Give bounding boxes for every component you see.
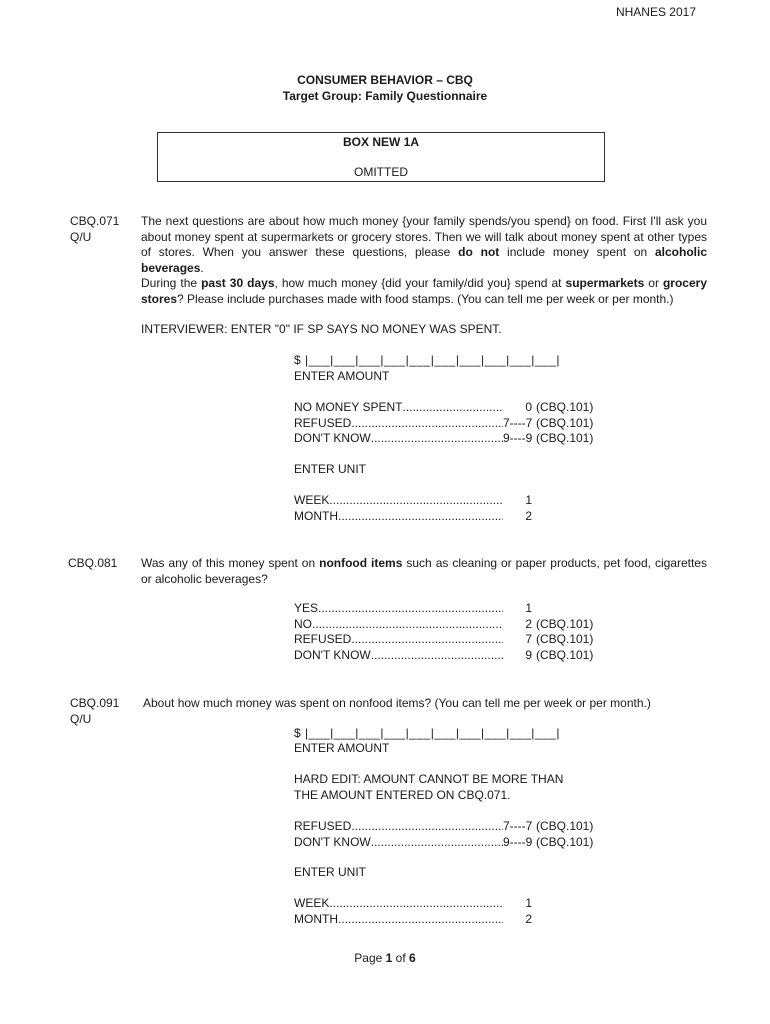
amount-input[interactable]: $ |___|___|___|___|___|___|___|___|___|___| — [294, 726, 561, 740]
question-text-cbq081: Was any of this money spent on nonfood items such as cleaning or paper products, pet food, cigarettes or alcoholic beverages? — [141, 556, 707, 586]
leader-dots — [371, 648, 503, 664]
option-code: 7----7 — [503, 415, 533, 430]
option-label: WEEK — [294, 493, 330, 507]
option-label: NO MONEY SPENT — [294, 400, 403, 414]
hard-edit-note: HARD EDIT: AMOUNT CANNOT BE MORE THAN THE AMOUNT ENTERED ON CBQ.071. — [294, 772, 564, 802]
section-title-line1: CONSUMER BEHAVIOR – CBQ — [297, 73, 473, 87]
leader-dots — [329, 493, 503, 509]
option-code: 7----7 — [503, 819, 533, 833]
skip-instruction: (CBQ.101) — [536, 819, 594, 833]
response-option[interactable] — [294, 400, 604, 416]
skip-instruction: (CBQ.101) — [536, 431, 594, 445]
skip-instruction: (CBQ.101) — [536, 632, 594, 646]
response-option[interactable] — [294, 431, 604, 447]
leader-dots — [402, 400, 503, 416]
question-id: CBQ.071 — [70, 214, 120, 228]
option-code: 0 — [525, 400, 532, 414]
box-status: OMITTED — [354, 165, 408, 179]
question-intro-cbq071: The next questions are about how much money {your family spends/you spend} on food. First I'll ask you about money spent at supermarkets or grocery stores. Then we will talk about money spent at other types of stores. When you answer these questions, please do not include money spent on alcoholic beverages. — [141, 214, 707, 275]
option-code: 1 — [525, 896, 532, 910]
box-label: BOX NEW 1A — [342, 135, 419, 149]
option-code: 9 — [525, 647, 532, 662]
section-title — [0, 72, 770, 104]
option-code: 1 — [525, 601, 532, 615]
skip-instruction: (CBQ.101) — [536, 415, 594, 430]
question-type: Q/U — [70, 711, 92, 726]
option-label: DON'T KNOW — [294, 834, 371, 849]
skip-instruction — [532, 493, 604, 509]
skip-instruction — [532, 509, 604, 525]
option-code: 2 — [525, 911, 532, 926]
option-label: WEEK — [294, 896, 330, 910]
response-option[interactable] — [294, 912, 604, 928]
unit-label: ENTER UNIT — [294, 462, 366, 476]
options-cbq081 — [294, 601, 604, 663]
option-label: REFUSED — [294, 632, 352, 646]
option-code: 2 — [525, 508, 532, 523]
page-number: Page 1 of 6 — [354, 951, 416, 965]
survey-header: NHANES 2017 — [615, 5, 696, 19]
question-text-cbq071: During the past 30 days, how much money {did your family/did you} spend at supermarkets or grocery stores? Please include purchases made with food stamps. (You can tell me per week or per month.) — [141, 276, 707, 306]
leader-dots — [371, 431, 503, 447]
amount-label: ENTER AMOUNT — [294, 741, 390, 755]
skip-instruction: (CBQ.101) — [536, 616, 594, 631]
box-new-1a — [157, 132, 605, 182]
response-option[interactable] — [294, 896, 604, 912]
options-cbq091 — [294, 819, 604, 850]
option-code: 7 — [525, 632, 532, 646]
option-label: REFUSED — [294, 819, 352, 833]
response-option[interactable] — [294, 648, 604, 664]
leader-dots — [338, 912, 503, 928]
skip-instruction — [532, 896, 604, 912]
question-id-cbq071 — [70, 214, 119, 245]
response-option[interactable] — [294, 493, 604, 509]
option-code: 2 — [525, 616, 532, 631]
units-cbq091 — [294, 896, 604, 927]
leader-dots — [351, 632, 503, 648]
option-label: REFUSED — [294, 415, 352, 430]
option-code: 9----9 — [503, 834, 533, 849]
response-option[interactable] — [294, 509, 604, 525]
skip-instruction — [532, 601, 604, 617]
response-option[interactable] — [294, 819, 604, 835]
option-code: 1 — [525, 493, 532, 507]
leader-dots — [318, 601, 503, 617]
leader-dots — [371, 835, 503, 851]
option-label: MONTH — [294, 508, 338, 523]
skip-instruction — [532, 912, 604, 928]
option-label: MONTH — [294, 911, 338, 926]
skip-instruction: (CBQ.101) — [536, 400, 594, 414]
options-cbq071 — [294, 400, 604, 447]
question-id-cbq091 — [70, 696, 119, 727]
unit-label: ENTER UNIT — [294, 865, 366, 879]
question-id: CBQ.091 — [70, 696, 120, 710]
response-option[interactable] — [294, 835, 604, 851]
question-id-cbq081: CBQ.081 — [68, 556, 118, 570]
option-code: 9----9 — [503, 431, 533, 445]
interviewer-instruction: INTERVIEWER: ENTER "0" IF SP SAYS NO MONEY WAS SPENT. — [141, 322, 502, 336]
leader-dots — [338, 509, 503, 525]
response-option[interactable] — [294, 416, 604, 432]
response-option[interactable] — [294, 617, 604, 633]
amount-input[interactable]: $ |___|___|___|___|___|___|___|___|___|___| — [294, 353, 561, 367]
leader-dots — [351, 416, 503, 432]
option-label: YES — [294, 601, 319, 615]
skip-instruction: (CBQ.101) — [536, 647, 594, 662]
amount-label: ENTER AMOUNT — [294, 369, 390, 383]
question-type: Q/U — [70, 229, 92, 244]
option-label: DON'T KNOW — [294, 647, 371, 662]
option-label: NO — [294, 616, 312, 631]
skip-instruction: (CBQ.101) — [536, 834, 594, 849]
leader-dots — [329, 896, 503, 912]
option-label: DON'T KNOW — [294, 431, 371, 445]
question-text-cbq091: About how much money was spent on nonfood items? (You can tell me per week or per month.) — [143, 696, 651, 710]
response-option[interactable] — [294, 632, 604, 648]
leader-dots — [351, 819, 503, 835]
units-cbq071 — [294, 493, 604, 524]
leader-dots — [312, 617, 503, 633]
target-group-title: Target Group: Family Questionnaire — [282, 89, 488, 103]
response-option[interactable] — [294, 601, 604, 617]
